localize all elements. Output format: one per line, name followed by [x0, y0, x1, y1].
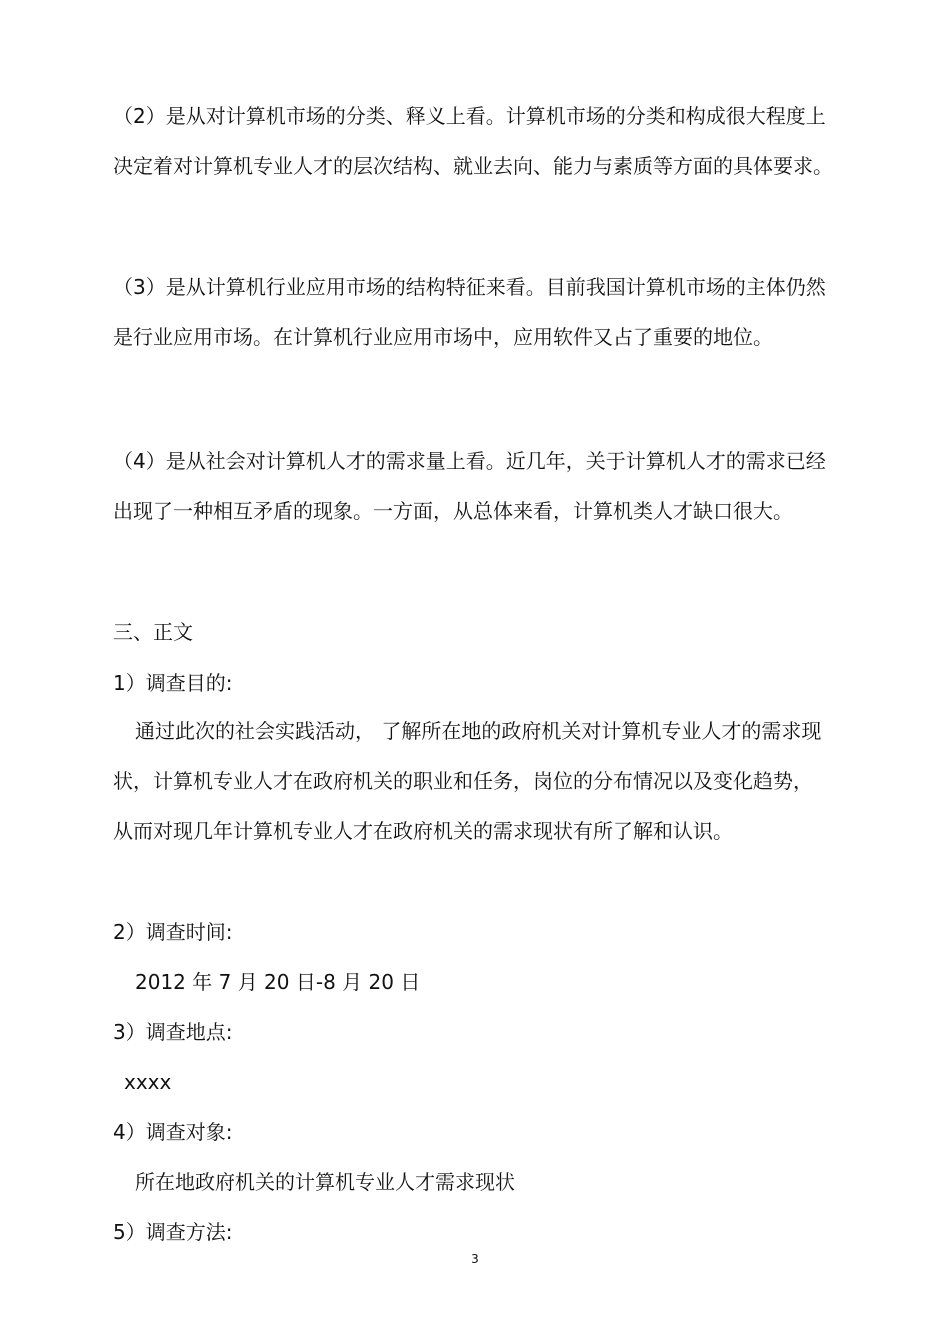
survey-subject-label: 4）调查对象: [113, 1120, 233, 1144]
section-heading: 三、正文 [113, 620, 193, 644]
survey-purpose-label: 1）调查目的: [113, 671, 233, 695]
survey-subject-content: 所在地政府机关的计算机专业人才需求现状 [135, 1170, 515, 1194]
survey-time-label: 2）调查时间: [113, 920, 233, 944]
paragraph-talent-demand: （4）是从社会对计算机人才的需求量上看。近几年，关于计算机人才的需求已经出现了一种相互矛盾的现象。一方面，从总体来看，计算机类人才缺口很大。 [113, 449, 826, 523]
survey-method-label: 5）调查方法: [113, 1220, 233, 1244]
page-number: 3 [471, 1252, 479, 1266]
survey-purpose-content: 通过此次的社会实践活动， 了解所在地的政府机关对计算机专业人才的需求现状，计算机专业人才在政府机关的职业和任务，岗位的分布情况以及变化趋势， 从而对现几年计算机专业人才在政府机关的需求现状有所了解和认识。 [113, 719, 822, 843]
survey-time-content: 2012 年 7 月 20 日-8 月 20 日 [135, 970, 421, 994]
survey-location-label: 3）调查地点: [113, 1020, 233, 1044]
paragraph-market-classification: （2）是从对计算机市场的分类、释义上看。计算机市场的分类和构成很大程度上决定着对计算机专业人才的层次结构、就业去向、能力与素质等方面的具体要求。 [113, 104, 833, 178]
survey-location-content: xxxx [124, 1070, 172, 1094]
paragraph-industry-structure: （3）是从计算机行业应用市场的结构特征来看。目前我国计算机市场的主体仍然是行业应用市场。在计算机行业应用市场中，应用软件又占了重要的地位。 [113, 275, 826, 349]
